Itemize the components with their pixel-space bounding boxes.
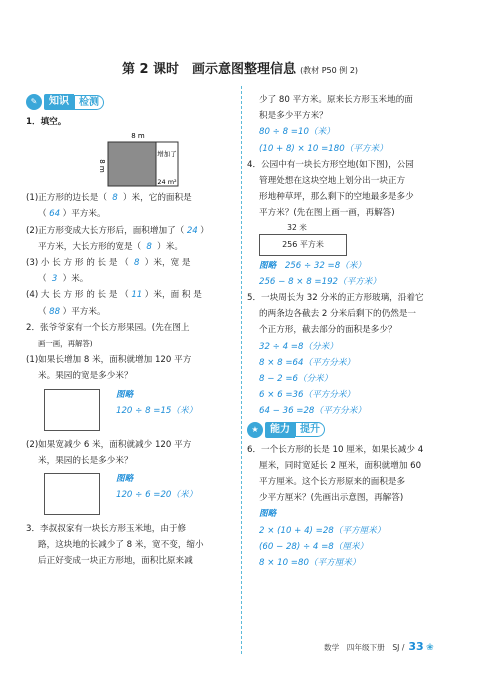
q3-line1: 3．李叔叔家有一块长方形玉米地，由于修 (26, 524, 187, 535)
leaf-icon: ❀ (426, 643, 434, 653)
q1-part2-cont: 平方米，大长方形的宽是（ 8 ）米。 (38, 241, 183, 252)
q3-line2: 路，这块地的长减少了 8 米，宽不变，缩小 (38, 540, 204, 551)
badge-label-a: 知识 (44, 94, 74, 110)
footer-text: 数学 四年级下册 SJ / (324, 643, 405, 652)
q3-eq2: (10 + 8) × 10 =180（平方米） (259, 143, 388, 154)
q6-eq3: 8 × 10 =80（平方厘米） (259, 558, 361, 569)
q1-part3-cont: （ 3 ）米。 (38, 274, 89, 285)
q3-line5: 积是多少平方米？ (259, 111, 328, 122)
q4-line3: 形地种草坪，那么剩下的空地最多是多少 (259, 192, 414, 203)
q2-sub1-solution-label: 图略 (116, 389, 134, 400)
gray-square (108, 142, 156, 186)
q2-sub2-drawing-box (44, 473, 100, 515)
q5-eq2: 8 × 8 =64（平方分米） (259, 357, 356, 368)
section-badge-ability (247, 422, 325, 438)
q4-rect-figure: 256 平方米 (259, 234, 347, 256)
q5-line3: 个正方形，截去部分的面积是多少？ (259, 325, 397, 336)
q1-diagram (26, 130, 234, 190)
q4-line1: 4．公园中有一块长方形空地(如下图)，公园 (247, 159, 414, 170)
q5-eq4: 6 × 6 =36（平方分米） (259, 390, 356, 401)
q2-sub1: (1)如果长增加 8 米，面积就增加 120 平方 (26, 355, 192, 366)
q2-sub1-drawing-box (44, 389, 100, 431)
q1-part4-cont: （ 88 ）平方米。 (38, 306, 106, 317)
badge-label-b: 提升 (295, 422, 325, 437)
fig-inc-label: 增加了 (157, 150, 177, 159)
fig-area-label: 24 m² (157, 178, 177, 187)
book-icon: ✎ (26, 94, 42, 110)
q6-line3: 平方厘米。这个长方形原来的面积是多 (259, 477, 406, 488)
q6-line1: 6．一个长方形的长是 10 厘米，如果长减少 4 (247, 444, 424, 455)
section-badge-knowledge (26, 94, 104, 110)
q1-heading: 1．填空。 (26, 117, 67, 127)
q2-sub2-solution-label: 图略 (116, 474, 134, 485)
q1-part1-cont: （ 64 ）平方米。 (38, 209, 106, 220)
q2-heading-cont: 画一画，再解答) (38, 339, 93, 349)
fig-side-label: 8 m (98, 159, 106, 173)
q5-line1: 5．一块周长为 32 分米的正方形玻璃，沿着它 (247, 293, 424, 304)
page-number: 33 (408, 640, 424, 653)
q3-line4: 少了 80 平方米。原来长方形玉米地的面 (259, 95, 413, 105)
q4-line2: 管理处想在这块空地上划分出一块正方 (259, 176, 406, 187)
q5-eq1: 32 ÷ 4 =8（分米） (259, 341, 338, 352)
q4-eq1: 图略 256 ÷ 32 =8（米） (259, 260, 366, 271)
q2-sub1-cont: 米。果园的宽是多少米？ (38, 371, 133, 382)
q6-solution-label: 图略 (259, 509, 277, 520)
q2-sub1-equation: 120 ÷ 8 =15（米） (116, 405, 198, 416)
q1-part1: (1)正方形的边长是（ 8 ）米，它的面积是 (26, 193, 192, 204)
fig-top-label: 8 m (131, 132, 145, 141)
right-column (247, 92, 459, 571)
q2-sub2-cont: 米，果园的长是多少米？ (38, 455, 133, 466)
q4-fig-top: 32 米 (287, 222, 307, 232)
badge-label-b: 检测 (74, 95, 104, 110)
q1-part4: (4) 大 长 方 形 的 长 是 （ 11 ）米，面 积 是 (26, 290, 202, 301)
textbook-source: (教材 P50 例 2) (300, 66, 359, 75)
q4-line4: 平方米？(先在图上画一画，再解答) (259, 208, 395, 219)
q6-eq2: (60 − 28) ÷ 4 =8（厘米） (259, 541, 369, 552)
column-divider (241, 86, 242, 654)
left-column (26, 92, 234, 570)
q5-line2: 的两条边各截去 2 分米后剩下的仍然是一 (259, 309, 417, 320)
q6-line2: 厘米，同时宽延长 2 厘米，面积就增加 60 (259, 460, 422, 471)
q3-line3: 后正好变成一块正方形地，面积比原来减 (38, 556, 193, 567)
q1-part3: (3) 小 长 方 形 的 长 是 （ 8 ）米，宽 是 (26, 258, 191, 269)
q2-sub2-equation: 120 ÷ 6 =20（米） (116, 490, 198, 501)
page-footer (324, 640, 434, 653)
lesson-title: 第 2 课时 画示意图整理信息 (121, 62, 297, 77)
q5-eq5: 64 − 36 =28（平方分米） (259, 406, 366, 417)
q6-line4: 少平方厘米？(先画出示意图，再解答) (259, 493, 404, 504)
page-title (0, 58, 480, 77)
q5-eq3: 8 − 2 =6（分米） (259, 374, 333, 385)
q1-part2: (2)正方形变成大长方形后，面积增加了（ 24 ） (26, 225, 209, 236)
badge-label-a: 能力 (265, 422, 295, 438)
q4-eq2: 256 − 8 × 8 =192（平方米） (259, 276, 381, 287)
q3-eq1: 80 ÷ 8 =10（米） (259, 127, 335, 138)
q2-heading: 2．张爷爷家有一个长方形果园。(先在图上 (26, 322, 190, 333)
q6-eq1: 2 × (10 + 4) =28（平方厘米） (259, 525, 386, 536)
q2-sub2: (2)如果宽减少 6 米，面积就减少 120 平方 (26, 439, 192, 450)
star-icon: ★ (247, 422, 263, 438)
